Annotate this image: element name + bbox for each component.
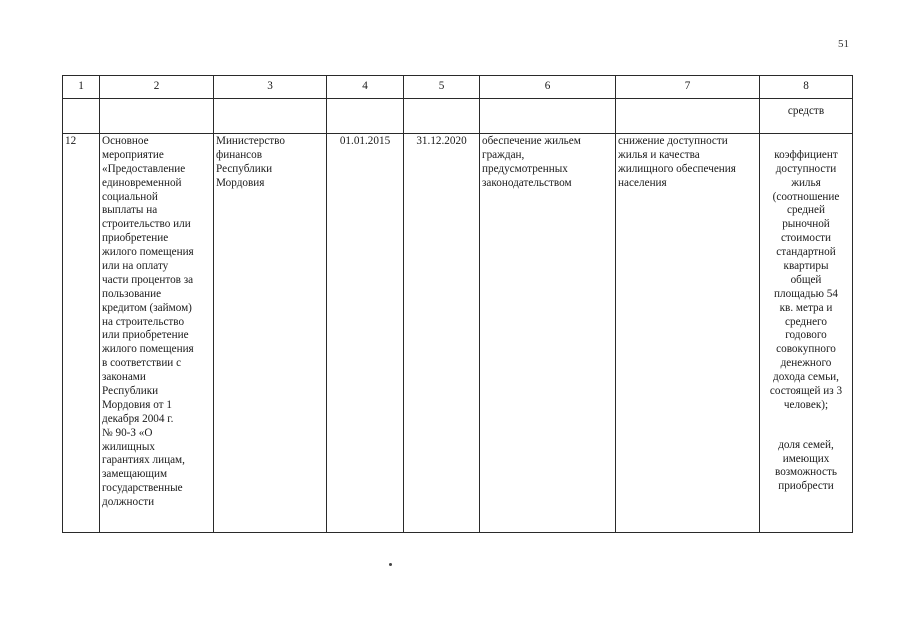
column-number-5: 5 xyxy=(404,76,480,99)
event-cell xyxy=(100,134,214,533)
table-cell xyxy=(404,99,480,134)
column-number-7: 7 xyxy=(616,76,760,99)
executor-cell xyxy=(214,134,327,533)
row-number-cell xyxy=(63,134,100,533)
event-name: Основное мероприятие «Предоставление единовременной социальной выплаты на строительство или приобретение жилого помещения или на оплату части процентов за пользование кредитом (займом) на строительство или приобретение жилого помещения в соответствии с законами Республики Мордовия от 1 декабря 2004 г. № 90-З «О жилищных гарантиях лицам, замещающим государственные должности xyxy=(102,135,194,509)
scan-artifact-dot xyxy=(389,563,392,566)
table-cell xyxy=(214,99,327,134)
column-number-2: 2 xyxy=(100,76,214,99)
table-cell xyxy=(100,99,214,134)
table-cell xyxy=(760,99,853,134)
column-number-3: 3 xyxy=(214,76,327,99)
non-implementation-consequences: снижение доступности жилья и качества жилищного обеспечения населения xyxy=(618,135,736,189)
indicator-text xyxy=(762,134,850,508)
row-number: 12 xyxy=(65,135,77,147)
expected-result: обеспечение жильем граждан, предусмотренных законодательством xyxy=(482,135,581,189)
column-number-1: 1 xyxy=(63,76,100,99)
page-number: 51 xyxy=(838,38,849,50)
column-number-8: 8 xyxy=(760,76,853,99)
indicator-housing-affordability: коэффициент доступности жилья (соотношение средней рыночной стоимости стандартной квартиры общей площадью 54 кв. метра и среднего годового совокупного денежного дохода семьи, состоящей из 3 человек); xyxy=(769,148,843,411)
table-cell xyxy=(480,99,616,134)
column-number-6: 6 xyxy=(480,76,616,99)
executor-name: Министерство финансов Республики Мордовия xyxy=(216,135,285,189)
indicator-family-share: доля семей, имеющих возможность приобрести xyxy=(774,438,837,493)
table-row xyxy=(63,99,853,134)
expected-result-cell xyxy=(480,134,616,533)
table-cell xyxy=(63,99,100,134)
consequences-cell xyxy=(616,134,760,533)
table-cell xyxy=(327,99,404,134)
start-date: 01.01.2015 xyxy=(339,135,391,147)
column-number-row xyxy=(63,76,853,99)
program-events-table xyxy=(62,75,853,533)
end-date-cell xyxy=(404,134,480,533)
end-date: 31.12.2020 xyxy=(416,135,467,147)
indicator-continuation-text: средств xyxy=(787,105,825,117)
table-row xyxy=(63,134,853,533)
table-cell xyxy=(616,99,760,134)
start-date-cell xyxy=(327,134,404,533)
column-number-4: 4 xyxy=(327,76,404,99)
indicator-cell xyxy=(760,134,853,533)
